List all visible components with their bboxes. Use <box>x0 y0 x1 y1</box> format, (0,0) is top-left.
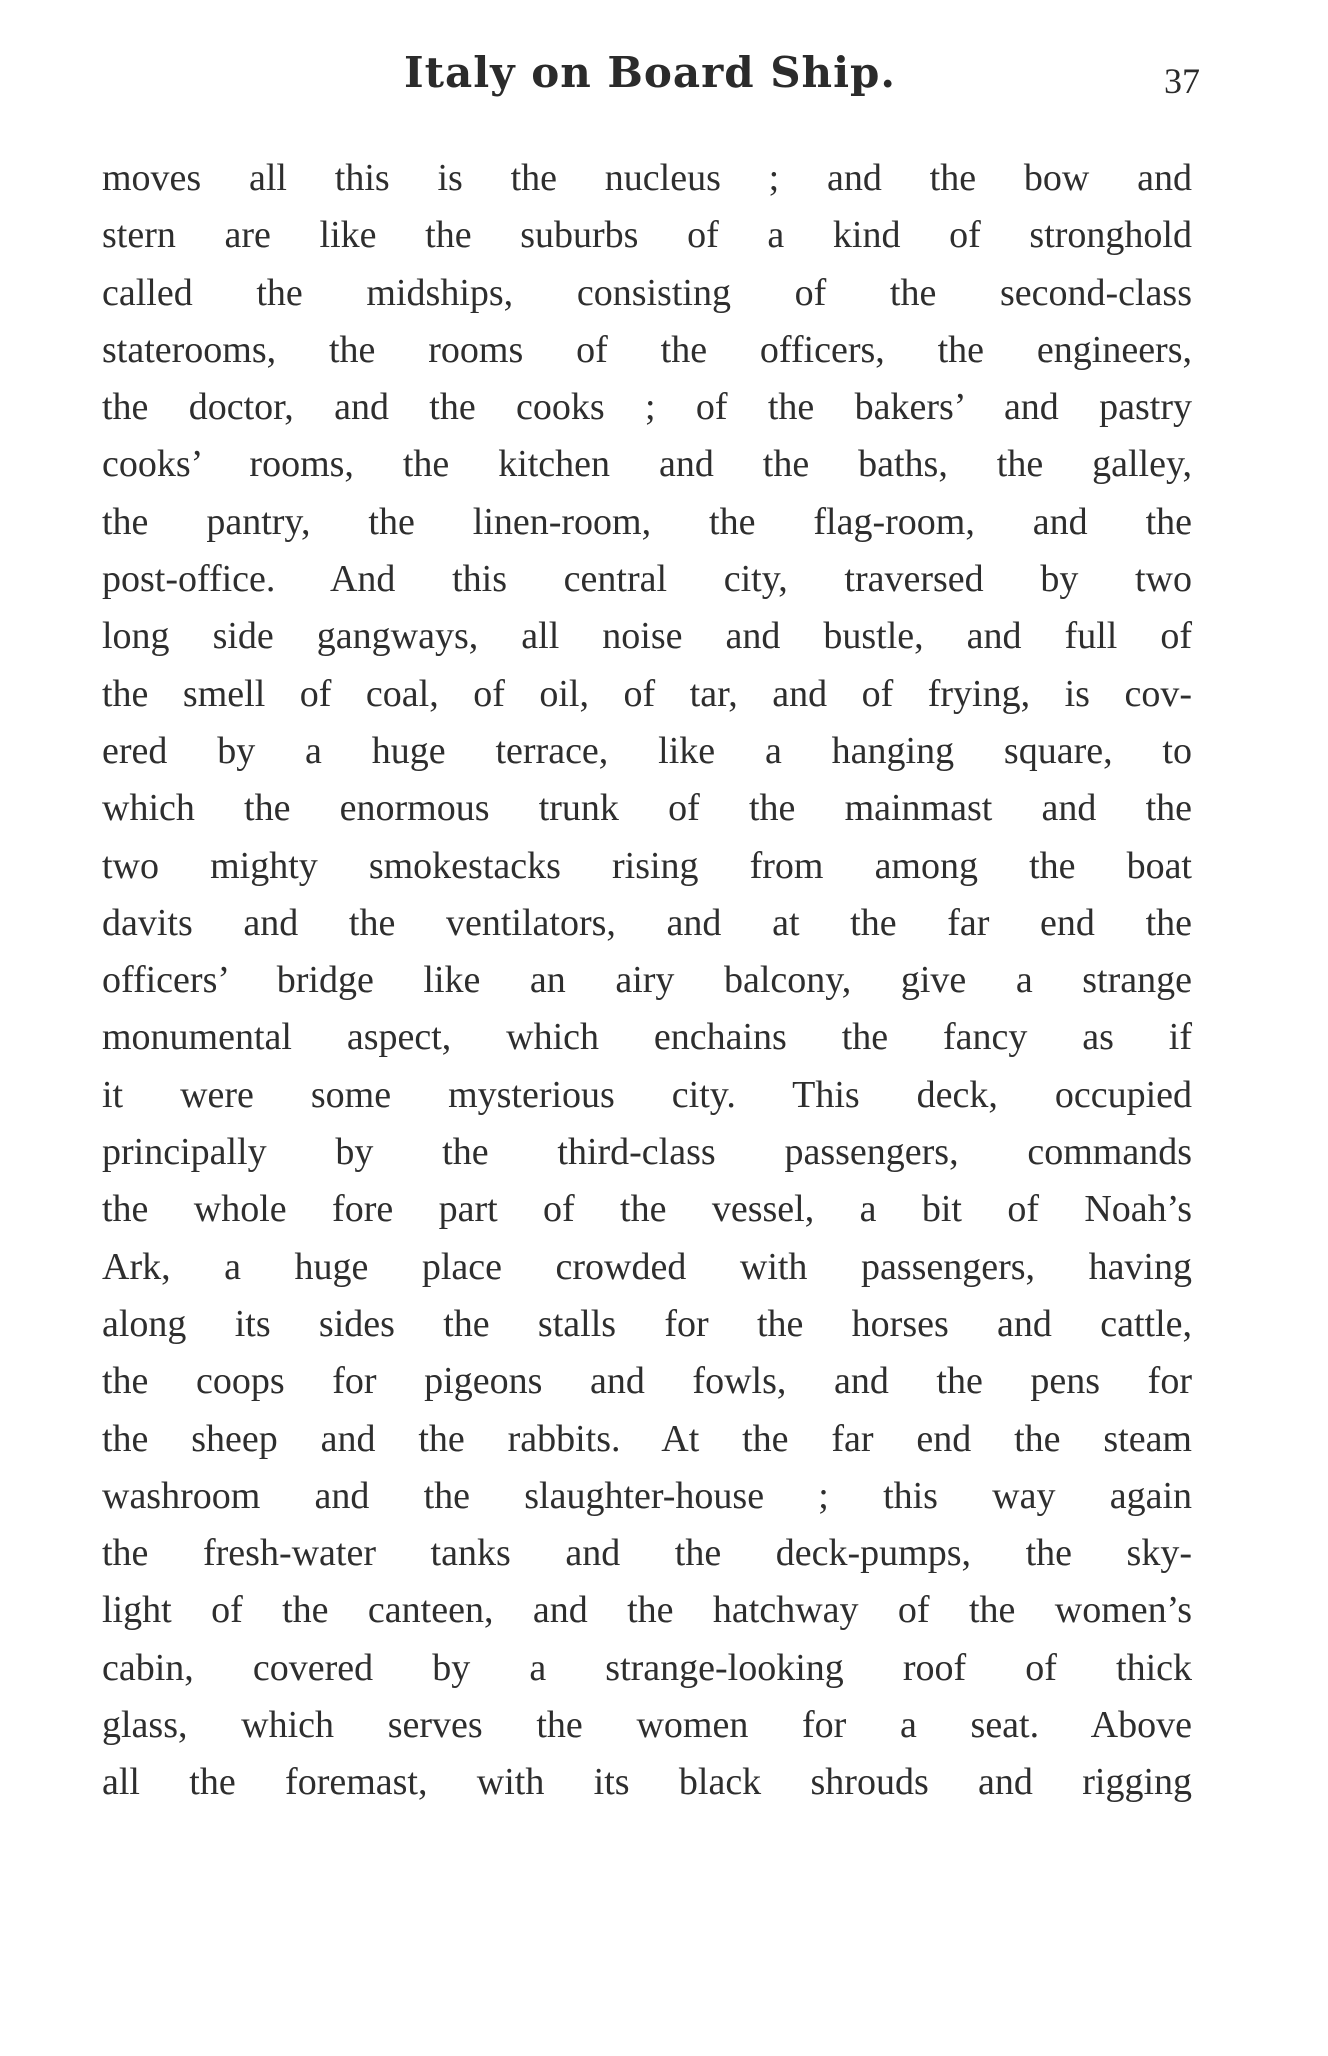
text-line: washroom and the slaughter-house ; this way again <box>102 1474 1192 1517</box>
text-line: the whole fore part of the vessel, a bit of Noah’s <box>102 1188 1192 1231</box>
text-line: the smell of coal, of oil, of tar, and of frying, is cov- <box>102 672 1192 715</box>
text-line: principally by the third-class passengers, commands <box>102 1131 1192 1174</box>
text-line: cabin, covered by a strange-looking roof of thick <box>102 1646 1192 1689</box>
text-line: the pantry, the linen-room, the flag-room, and the <box>102 500 1192 543</box>
text-line: staterooms, the rooms of the officers, the engineers, <box>102 328 1192 371</box>
text-line: the fresh-water tanks and the deck-pumps, the sky- <box>102 1532 1192 1575</box>
text-line: light of the canteen, and the hatchway of the women’s <box>102 1589 1192 1632</box>
body-text <box>102 150 1192 1812</box>
text-line: it were some mysterious city. This deck, occupied <box>102 1073 1192 1116</box>
text-line: long side gangways, all noise and bustle, and full of <box>102 615 1192 658</box>
text-line: the coops for pigeons and fowls, and the pens for <box>102 1360 1192 1403</box>
text-line: stern are like the suburbs of a kind of stronghold <box>102 214 1192 257</box>
text-line: which the enormous trunk of the mainmast and the <box>102 787 1192 830</box>
page-number: 37 <box>1164 61 1200 101</box>
text-line: the doctor, and the cooks ; of the bakers’ and pastry <box>102 386 1192 429</box>
text-line: the sheep and the rabbits. At the far end the steam <box>102 1417 1192 1460</box>
text-line: moves all this is the nucleus ; and the bow and <box>102 157 1192 199</box>
text-line: monumental aspect, which enchains the fancy as if <box>102 1016 1192 1059</box>
running-title: Italy on Board Ship. <box>403 48 897 97</box>
running-head <box>100 48 1200 108</box>
text-line: all the foremast, with its black shrouds and rigging <box>102 1761 1192 1804</box>
text-line: cooks’ rooms, the kitchen and the baths, the galley, <box>102 443 1192 486</box>
text-line: two mighty smokestacks rising from among the boat <box>102 844 1192 887</box>
text-line: glass, which serves the women for a seat. Above <box>102 1704 1192 1747</box>
text-line: post-office. And this central city, traversed by two <box>102 558 1192 601</box>
text-line: ered by a huge terrace, like a hanging square, to <box>102 729 1192 772</box>
text-line: davits and the ventilators, and at the far end the <box>102 901 1192 944</box>
text-line: along its sides the stalls for the horses and cattle, <box>102 1302 1192 1345</box>
text-line: officers’ bridge like an airy balcony, give a strange <box>102 959 1192 1002</box>
text-line: Ark, a huge place crowded with passengers, having <box>102 1245 1192 1288</box>
text-line: called the midships, consisting of the second-class <box>102 271 1192 314</box>
